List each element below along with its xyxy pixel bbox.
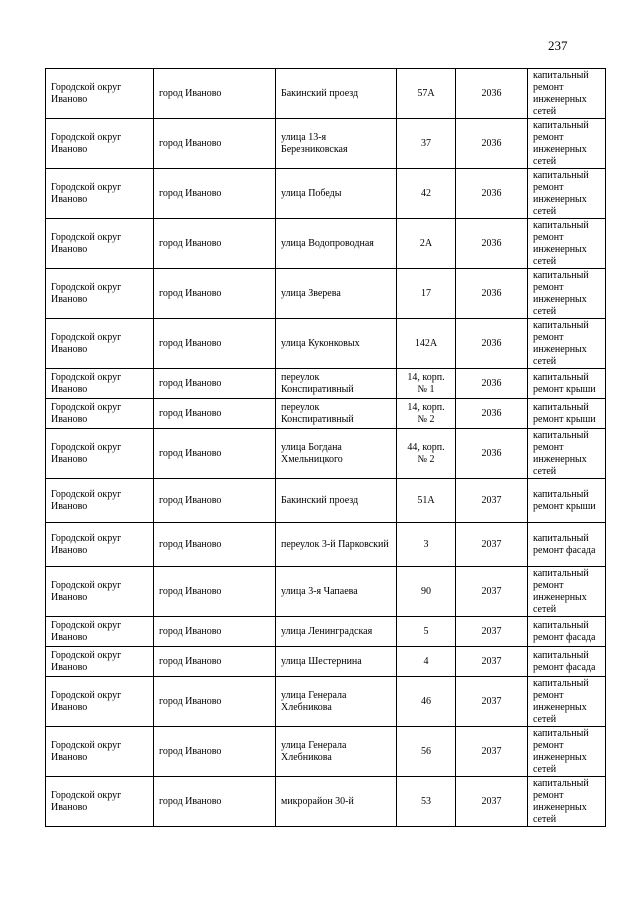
cell-street: улица Водопроводная [276,219,397,269]
cell-year: 2037 [456,523,528,567]
cell-house: 14, корп. № 2 [397,399,456,429]
cell-house: 5 [397,617,456,647]
cell-district: Городской округ Иваново [46,617,154,647]
cell-street: переулок Конспиративный [276,399,397,429]
cell-district: Городской округ Иваново [46,119,154,169]
table-row [46,429,606,479]
cell-city: город Иваново [154,647,276,677]
cell-work: капитальный ремонт инженерных сетей [528,567,606,617]
cell-work: капитальный ремонт инженерных сетей [528,727,606,777]
table-row [46,369,606,399]
cell-work: капитальный ремонт инженерных сетей [528,777,606,827]
table-row [46,319,606,369]
cell-street: улица Куконковых [276,319,397,369]
cell-district: Городской округ Иваново [46,429,154,479]
cell-year: 2037 [456,777,528,827]
cell-street: Бакинский проезд [276,479,397,523]
cell-city: город Иваново [154,429,276,479]
cell-city: город Иваново [154,479,276,523]
cell-street: переулок 3-й Парковский [276,523,397,567]
cell-district: Городской округ Иваново [46,567,154,617]
cell-house: 3 [397,523,456,567]
cell-work: капитальный ремонт крыши [528,399,606,429]
table-row [46,69,606,119]
cell-year: 2037 [456,617,528,647]
cell-district: Городской округ Иваново [46,269,154,319]
cell-district: Городской округ Иваново [46,169,154,219]
cell-city: город Иваново [154,523,276,567]
cell-year: 2037 [456,647,528,677]
cell-work: капитальный ремонт инженерных сетей [528,169,606,219]
table-row [46,269,606,319]
cell-street: улица Генерала Хлебникова [276,677,397,727]
table-row [46,617,606,647]
cell-street: улица Генерала Хлебникова [276,727,397,777]
cell-house: 17 [397,269,456,319]
cell-district: Городской округ Иваново [46,319,154,369]
cell-district: Городской округ Иваново [46,647,154,677]
cell-street: улица Шестернина [276,647,397,677]
cell-year: 2036 [456,269,528,319]
cell-house: 4 [397,647,456,677]
cell-work: капитальный ремонт инженерных сетей [528,429,606,479]
cell-work: капитальный ремонт крыши [528,369,606,399]
table-row [46,777,606,827]
table-row [46,119,606,169]
cell-city: город Иваново [154,269,276,319]
table-row [46,219,606,269]
cell-house: 90 [397,567,456,617]
cell-house: 56 [397,727,456,777]
table-row [46,479,606,523]
cell-house: 44, корп. № 2 [397,429,456,479]
cell-street: Бакинский проезд [276,69,397,119]
cell-city: город Иваново [154,777,276,827]
cell-work: капитальный ремонт фасада [528,617,606,647]
cell-city: город Иваново [154,399,276,429]
cell-work: капитальный ремонт фасада [528,523,606,567]
cell-city: город Иваново [154,369,276,399]
cell-house: 42 [397,169,456,219]
cell-house: 2А [397,219,456,269]
page-number: 237 [548,38,568,53]
cell-year: 2037 [456,479,528,523]
cell-district: Городской округ Иваново [46,219,154,269]
cell-year: 2037 [456,677,528,727]
cell-street: улица 13-я Березниковская [276,119,397,169]
repair-schedule-table [45,68,606,827]
cell-street: переулок Конспиративный [276,369,397,399]
cell-house: 37 [397,119,456,169]
cell-year: 2036 [456,69,528,119]
cell-city: город Иваново [154,69,276,119]
cell-work: капитальный ремонт инженерных сетей [528,119,606,169]
cell-street: улица 3-я Чапаева [276,567,397,617]
cell-district: Городской округ Иваново [46,69,154,119]
table-row [46,727,606,777]
cell-street: микрорайон 30-й [276,777,397,827]
cell-house: 14, корп. № 1 [397,369,456,399]
table-body [46,69,606,827]
cell-city: город Иваново [154,119,276,169]
cell-year: 2036 [456,219,528,269]
cell-house: 142А [397,319,456,369]
cell-year: 2036 [456,399,528,429]
cell-work: капитальный ремонт инженерных сетей [528,269,606,319]
table-row [46,399,606,429]
table-row [46,169,606,219]
cell-work: капитальный ремонт инженерных сетей [528,319,606,369]
table-row [46,523,606,567]
cell-city: город Иваново [154,727,276,777]
cell-year: 2036 [456,169,528,219]
cell-street: улица Победы [276,169,397,219]
cell-house: 51А [397,479,456,523]
cell-district: Городской округ Иваново [46,523,154,567]
cell-city: город Иваново [154,319,276,369]
cell-city: город Иваново [154,567,276,617]
cell-year: 2036 [456,319,528,369]
cell-district: Городской округ Иваново [46,479,154,523]
cell-year: 2037 [456,727,528,777]
table-row [46,647,606,677]
cell-city: город Иваново [154,617,276,647]
cell-work: капитальный ремонт фасада [528,647,606,677]
cell-year: 2036 [456,119,528,169]
cell-city: город Иваново [154,219,276,269]
cell-work: капитальный ремонт крыши [528,479,606,523]
table-row [46,677,606,727]
cell-district: Городской округ Иваново [46,399,154,429]
cell-street: улица Богдана Хмельницкого [276,429,397,479]
cell-house: 57А [397,69,456,119]
cell-house: 46 [397,677,456,727]
cell-year: 2037 [456,567,528,617]
cell-work: капитальный ремонт инженерных сетей [528,219,606,269]
cell-district: Городской округ Иваново [46,677,154,727]
cell-year: 2036 [456,429,528,479]
cell-district: Городской округ Иваново [46,727,154,777]
cell-district: Городской округ Иваново [46,369,154,399]
cell-district: Городской округ Иваново [46,777,154,827]
cell-work: капитальный ремонт инженерных сетей [528,677,606,727]
cell-city: город Иваново [154,677,276,727]
cell-work: капитальный ремонт инженерных сетей [528,69,606,119]
cell-street: улица Зверева [276,269,397,319]
cell-city: город Иваново [154,169,276,219]
cell-year: 2036 [456,369,528,399]
cell-street: улица Ленинградская [276,617,397,647]
table-row [46,567,606,617]
cell-house: 53 [397,777,456,827]
